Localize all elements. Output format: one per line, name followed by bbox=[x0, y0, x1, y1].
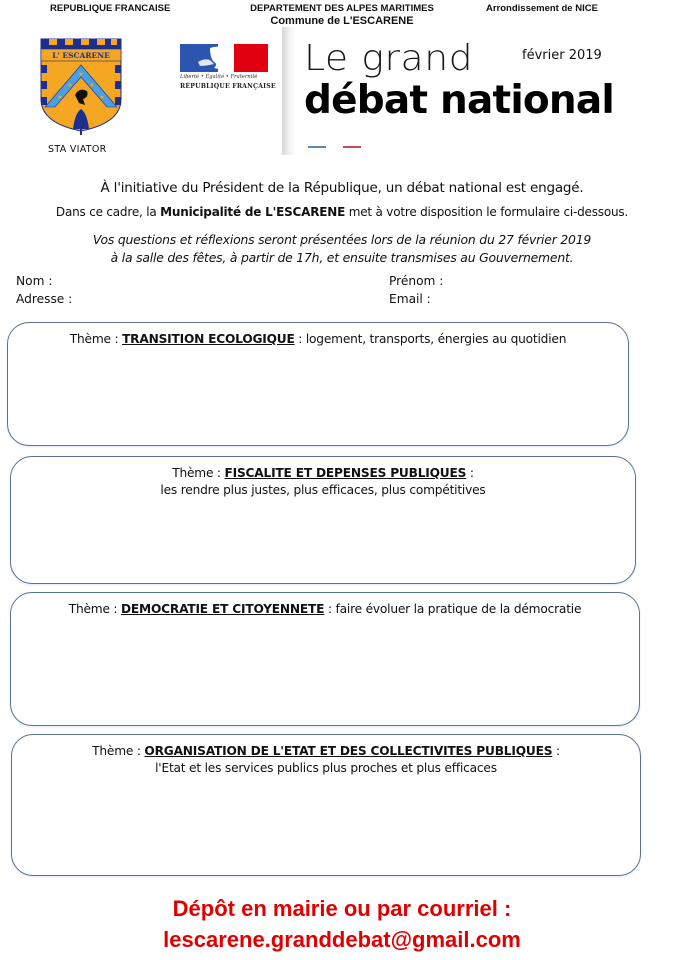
theme-box-transition-ecologique[interactable] bbox=[7, 322, 629, 446]
theme-heading bbox=[12, 744, 640, 775]
theme-box-democratie[interactable] bbox=[10, 592, 640, 726]
intro-line-2-post: met à votre disposition le formulaire ci-dessous. bbox=[345, 205, 629, 219]
theme-title: ORGANISATION DE L'ETAT ET DES COLLECTIVITES PUBLIQUES bbox=[144, 744, 553, 758]
grand-debat-banner bbox=[282, 27, 644, 155]
field-adresse[interactable]: Adresse : bbox=[16, 292, 73, 306]
svg-text:★: ★ bbox=[67, 82, 73, 89]
svg-text:★: ★ bbox=[57, 94, 63, 101]
republic-name: RÉPUBLIQUE FRANÇAISE bbox=[180, 83, 276, 90]
theme-title: DEMOCRATIE ET CITOYENNETE bbox=[121, 602, 325, 616]
intro-line-2-pre: Dans ce cadre, la bbox=[55, 205, 161, 219]
marianne-flag-icon bbox=[180, 44, 268, 72]
header-commune-line: Commune de L'ESCARENE bbox=[270, 15, 414, 27]
theme-prefix: Thème : bbox=[68, 602, 122, 616]
theme-suffix: : bbox=[552, 744, 560, 758]
header-departement-line: DEPARTEMENT DES ALPES MARITIMES bbox=[250, 3, 434, 14]
theme-title: TRANSITION ECOLOGIQUE bbox=[122, 332, 295, 346]
theme-box-organisation-etat[interactable] bbox=[11, 734, 641, 876]
theme-prefix: Thème : bbox=[92, 744, 145, 758]
banner-date: février 2019 bbox=[522, 48, 602, 63]
theme-description: : logement, transports, énergies au quotidien bbox=[294, 332, 567, 346]
header-arrondissement: Arrondissement de NICE bbox=[486, 3, 598, 14]
theme-description: : faire évoluer la pratique de la démocratie bbox=[324, 602, 582, 616]
theme-suffix: : bbox=[466, 466, 474, 480]
theme-description: l'Etat et les services publics plus proches et plus efficaces bbox=[155, 761, 497, 775]
banner-blue-dash bbox=[308, 146, 326, 148]
banner-title-line1: Le grand bbox=[304, 38, 474, 79]
crest-banner-text: L' ESCARENE bbox=[52, 51, 110, 60]
crest-motto: STA VIATOR bbox=[48, 144, 107, 155]
svg-text:★: ★ bbox=[78, 71, 84, 78]
theme-title: FISCALITE ET DEPENSES PUBLIQUES bbox=[224, 466, 467, 480]
theme-prefix: Thème : bbox=[172, 466, 225, 480]
intro-line-1: À l'initiative du Président de la République, un débat national est engagé. bbox=[100, 180, 584, 196]
marianne-logo-icon bbox=[180, 44, 276, 98]
svg-text:★: ★ bbox=[89, 82, 95, 89]
theme-box-fiscalite[interactable] bbox=[10, 456, 636, 584]
intro-line-2 bbox=[0, 205, 684, 219]
theme-description: les rendre plus justes, plus efficaces, plus compétitives bbox=[160, 483, 486, 497]
intro-line-2-municipality: Municipalité de L'ESCARENE bbox=[160, 205, 346, 219]
theme-heading bbox=[11, 466, 635, 497]
field-email[interactable]: Email : bbox=[389, 292, 431, 306]
field-nom[interactable]: Nom : bbox=[16, 274, 53, 288]
svg-text:★: ★ bbox=[99, 94, 105, 101]
banner-red-dash bbox=[343, 146, 361, 148]
banner-title-line2: débat national bbox=[304, 78, 614, 123]
header-republique: REPUBLIQUE FRANCAISE bbox=[50, 3, 171, 14]
field-prenom[interactable]: Prénom : bbox=[389, 274, 444, 288]
deposit-email-link[interactable]: lescarene.granddebat@gmail.com bbox=[163, 927, 521, 952]
republic-motto: Liberté • Égalité • Fraternité bbox=[180, 74, 258, 80]
coat-of-arms-icon bbox=[39, 37, 123, 137]
intro-line-3: Vos questions et réflexions seront présentées lors de la réunion du 27 février 2019 bbox=[92, 232, 592, 247]
deposit-instruction: Dépôt en mairie ou par courriel : bbox=[172, 896, 512, 921]
intro-line-4: à la salle des fêtes, à partir de 17h, et ensuite transmises au Gouvernement. bbox=[110, 250, 574, 265]
theme-prefix: Thème : bbox=[69, 332, 123, 346]
theme-heading bbox=[8, 332, 628, 346]
banner-shade bbox=[282, 27, 296, 155]
theme-heading bbox=[11, 602, 639, 616]
